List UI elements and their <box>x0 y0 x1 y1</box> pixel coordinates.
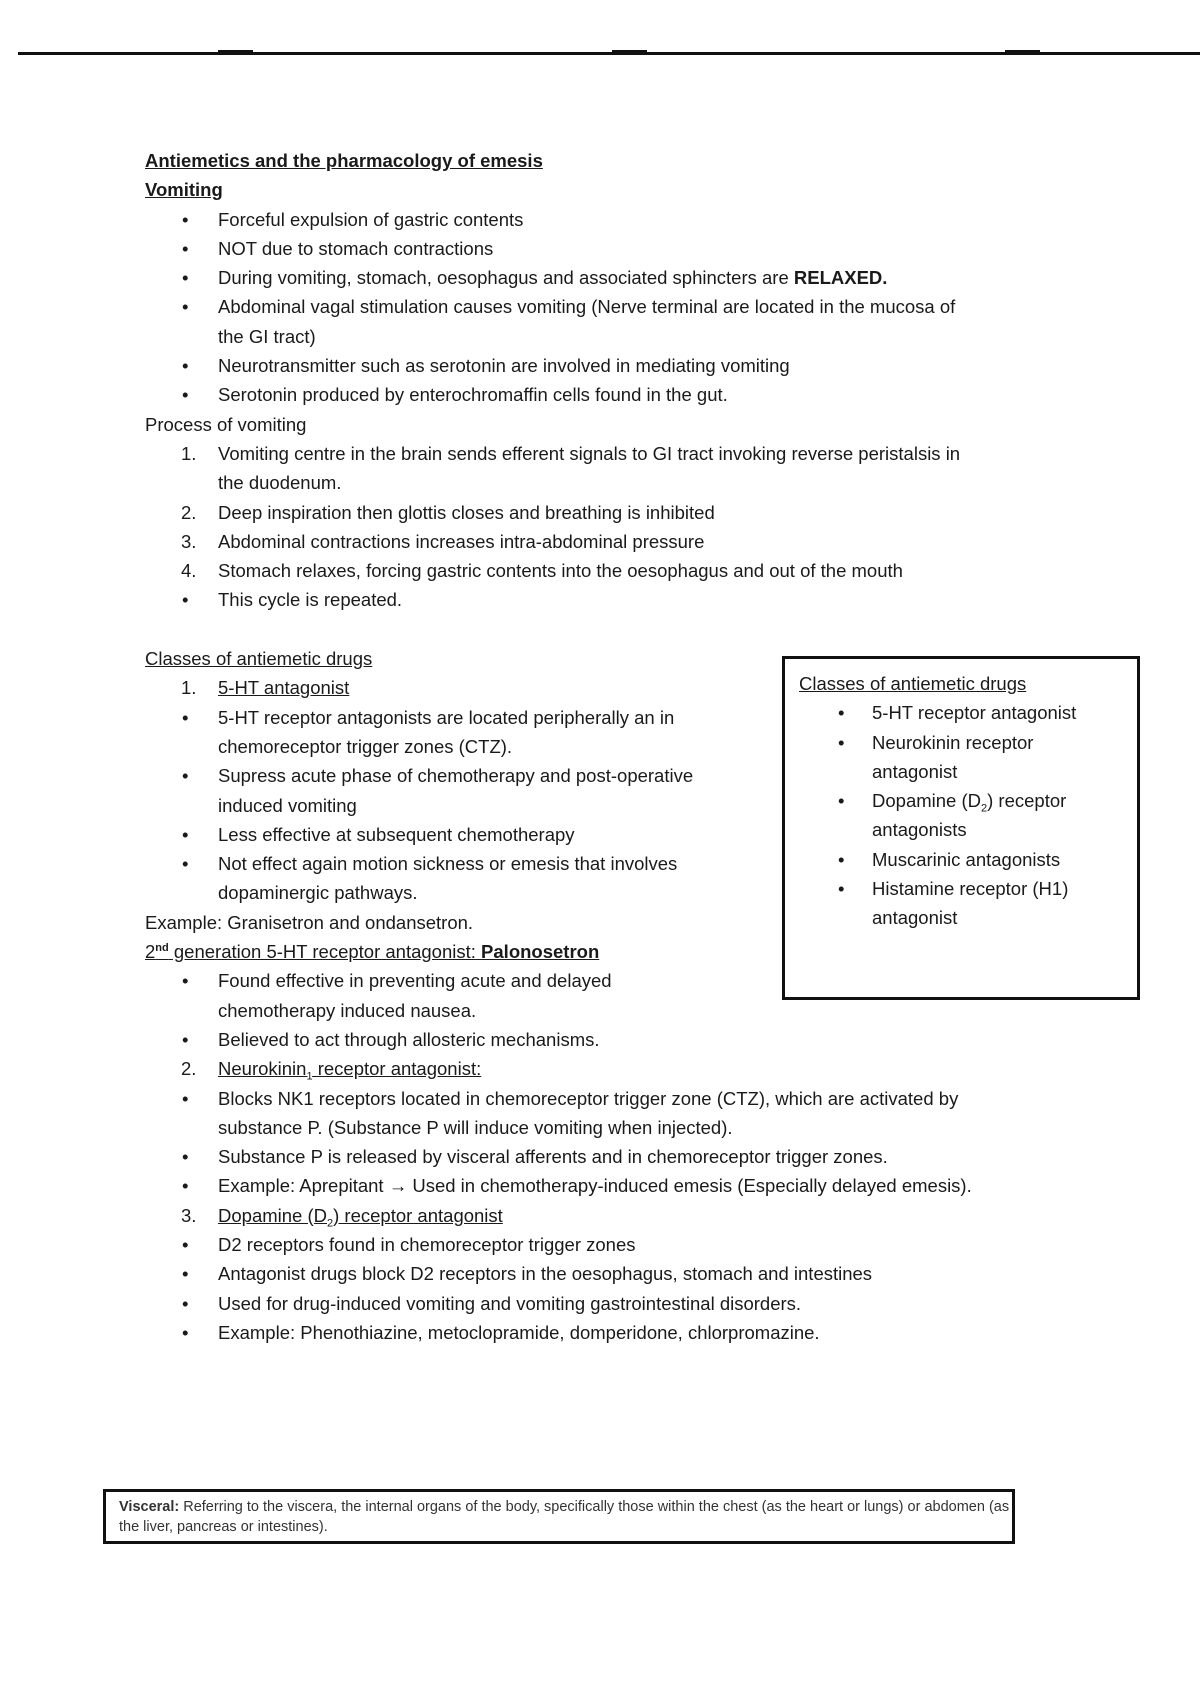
list-item-continued: chemotherapy induced nausea. <box>218 999 477 1021</box>
bullet-icon: • <box>182 237 189 259</box>
bullet-icon: • <box>838 731 845 753</box>
list-item-continued: substance P. (Substance P will induce vomiting when injected). <box>218 1116 733 1138</box>
list-item: • D2 receptors found in chemoreceptor trigger zones <box>145 1230 1075 1259</box>
bullet-icon: • <box>182 765 189 787</box>
header-rule-tick <box>1005 50 1040 52</box>
list-item: • Histamine receptor (H1) <box>799 874 1137 903</box>
blank-line <box>145 615 1075 644</box>
second-gen-heading: 2nd generation 5-HT receptor antagonist: Palonosetron <box>145 941 600 963</box>
list-item: • Found effective in preventing acute and delayed <box>145 966 1075 995</box>
bullet-icon: • <box>182 1321 189 1343</box>
bullet-icon: • <box>838 790 845 812</box>
bullet-icon: • <box>182 296 189 318</box>
palonosetron-label: Palonosetron <box>481 941 600 963</box>
process-step: 3. Abdominal contractions increases intra-abdominal pressure <box>145 527 1075 556</box>
process-step-continued: the duodenum. <box>218 472 342 494</box>
classes-heading: Classes of antiemetic drugs <box>145 648 373 670</box>
bullet-icon: • <box>182 355 189 377</box>
footnote-term: Visceral: <box>119 1499 180 1515</box>
bullet-icon: • <box>182 1087 189 1109</box>
summary-box-heading: Classes of antiemetic drugs <box>799 673 1027 694</box>
list-item: • Supress acute phase of chemotherapy and post-operative <box>145 761 1075 790</box>
list-item-continued: induced vomiting <box>218 794 357 816</box>
list-item: • Blocks NK1 receptors located in chemoreceptor trigger zone (CTZ), which are activated by <box>145 1084 1075 1113</box>
bullet-icon: • <box>182 853 189 875</box>
list-item-continued: dopaminergic pathways. <box>218 882 418 904</box>
list-item: • Serotonin produced by enterochromaffin cells found in the gut. <box>145 380 1075 409</box>
list-item-continued: the GI tract) <box>218 325 316 347</box>
bullet-icon: • <box>182 384 189 406</box>
footnote-box <box>103 1489 1015 1544</box>
ht-example: Example: Granisetron and ondansetron. <box>145 911 474 933</box>
step-number: 2. <box>181 501 197 523</box>
list-item: • During vomiting, stomach, oesophagus and associated sphincters are RELAXED. <box>145 263 1075 292</box>
bullet-icon: • <box>182 208 189 230</box>
list-item: • NOT due to stomach contractions <box>145 234 1075 263</box>
vomiting-heading: Vomiting <box>145 179 223 201</box>
bullet-icon: • <box>838 848 845 870</box>
page-title: Antiemetics and the pharmacology of emesis <box>145 150 543 171</box>
bullet-icon: • <box>182 1146 189 1168</box>
list-item: • 5-HT receptor antagonists are located peripherally an in <box>145 703 1075 732</box>
bullet-icon: • <box>182 1233 189 1255</box>
step-number: 1. <box>181 442 197 464</box>
bullet-icon: • <box>838 702 845 724</box>
list-item: • Example: Aprepitant → Used in chemotherapy-induced emesis (Especially delayed emesis). <box>145 1171 1075 1200</box>
list-item: • Example: Phenothiazine, metoclopramide, domperidone, chlorpromazine. <box>145 1318 1075 1347</box>
bullet-icon: • <box>182 823 189 845</box>
summary-box <box>782 656 1140 1000</box>
bullet-icon: • <box>182 706 189 728</box>
list-item: • Substance P is released by visceral afferents and in chemoreceptor trigger zones. <box>145 1142 1075 1171</box>
arrow-icon: → <box>388 1175 408 1197</box>
list-item-continued: antagonist <box>872 760 958 782</box>
ht-section-title: 1. 5-HT antagonist <box>145 673 1075 702</box>
bullet-icon: • <box>182 1292 189 1314</box>
list-item-continued: chemoreceptor trigger zones (CTZ). <box>218 735 513 757</box>
list-item: • This cycle is repeated. <box>145 585 1075 614</box>
list-item: • Antagonist drugs block D2 receptors in the oesophagus, stomach and intestines <box>145 1259 1075 1288</box>
footnote-definition: Referring to the viscera, the internal organs of the body, specifically those within the chest (as the heart or lungs) or abdomen (as the liver, pancreas or intestines). <box>119 1499 1010 1535</box>
list-item: • Believed to act through allosteric mechanisms. <box>145 1025 1075 1054</box>
step-number: 1. <box>181 677 197 699</box>
bullet-icon: • <box>182 1263 189 1285</box>
relaxed-emphasis: RELAXED. <box>793 267 888 289</box>
list-item-continued: antagonist <box>872 907 958 929</box>
list-item: • Less effective at subsequent chemotherapy <box>145 820 1075 849</box>
header-rule <box>18 52 1200 55</box>
list-item: • 5-HT receptor antagonist <box>799 698 1137 727</box>
list-item: • Dopamine $(D_2)$ receptor <box>799 786 1137 815</box>
list-item: • Neurotransmitter such as serotonin are involved in mediating vomiting <box>145 351 1075 380</box>
bullet-icon: • <box>182 1175 189 1197</box>
list-item: • Abdominal vagal stimulation causes vomiting (Nerve terminal are located in the mucosa of <box>145 292 1075 321</box>
step-number: 3. <box>181 1204 197 1226</box>
step-number: 4. <box>181 560 197 582</box>
list-item: • Not effect again motion sickness or emesis that involves <box>145 849 1075 878</box>
list-item-continued: antagonists <box>872 819 967 841</box>
bullet-icon: • <box>182 970 189 992</box>
bullet-icon: • <box>182 1028 189 1050</box>
dopamine-section-title: 3. Dopamine $(D_2)$ receptor antagonist <box>145 1201 1075 1230</box>
list-item: • Used for drug-induced vomiting and vomiting gastrointestinal disorders. <box>145 1289 1075 1318</box>
nk-section-title: 2. Neurokinin$_1$ receptor antagonist: <box>145 1054 1075 1083</box>
bullet-icon: • <box>838 878 845 900</box>
process-step: 2. Deep inspiration then glottis closes and breathing is inhibited <box>145 498 1075 527</box>
list-item: • Neurokinin receptor <box>799 728 1137 757</box>
step-number: 3. <box>181 530 197 552</box>
bullet-icon: • <box>182 267 189 289</box>
process-step: 4. Stomach relaxes, forcing gastric contents into the oesophagus and out of the mouth <box>145 556 1075 585</box>
step-number: 2. <box>181 1058 197 1080</box>
list-item: • Forceful expulsion of gastric contents <box>145 205 1075 234</box>
list-item: • Muscarinic antagonists <box>799 845 1137 874</box>
process-heading: Process of vomiting <box>145 413 307 435</box>
process-step: 1. Vomiting centre in the brain sends efferent signals to GI tract invoking reverse peristalsis in <box>145 439 1075 468</box>
header-rule-tick <box>218 50 253 52</box>
header-rule-tick <box>612 50 647 52</box>
bullet-icon: • <box>182 589 189 611</box>
